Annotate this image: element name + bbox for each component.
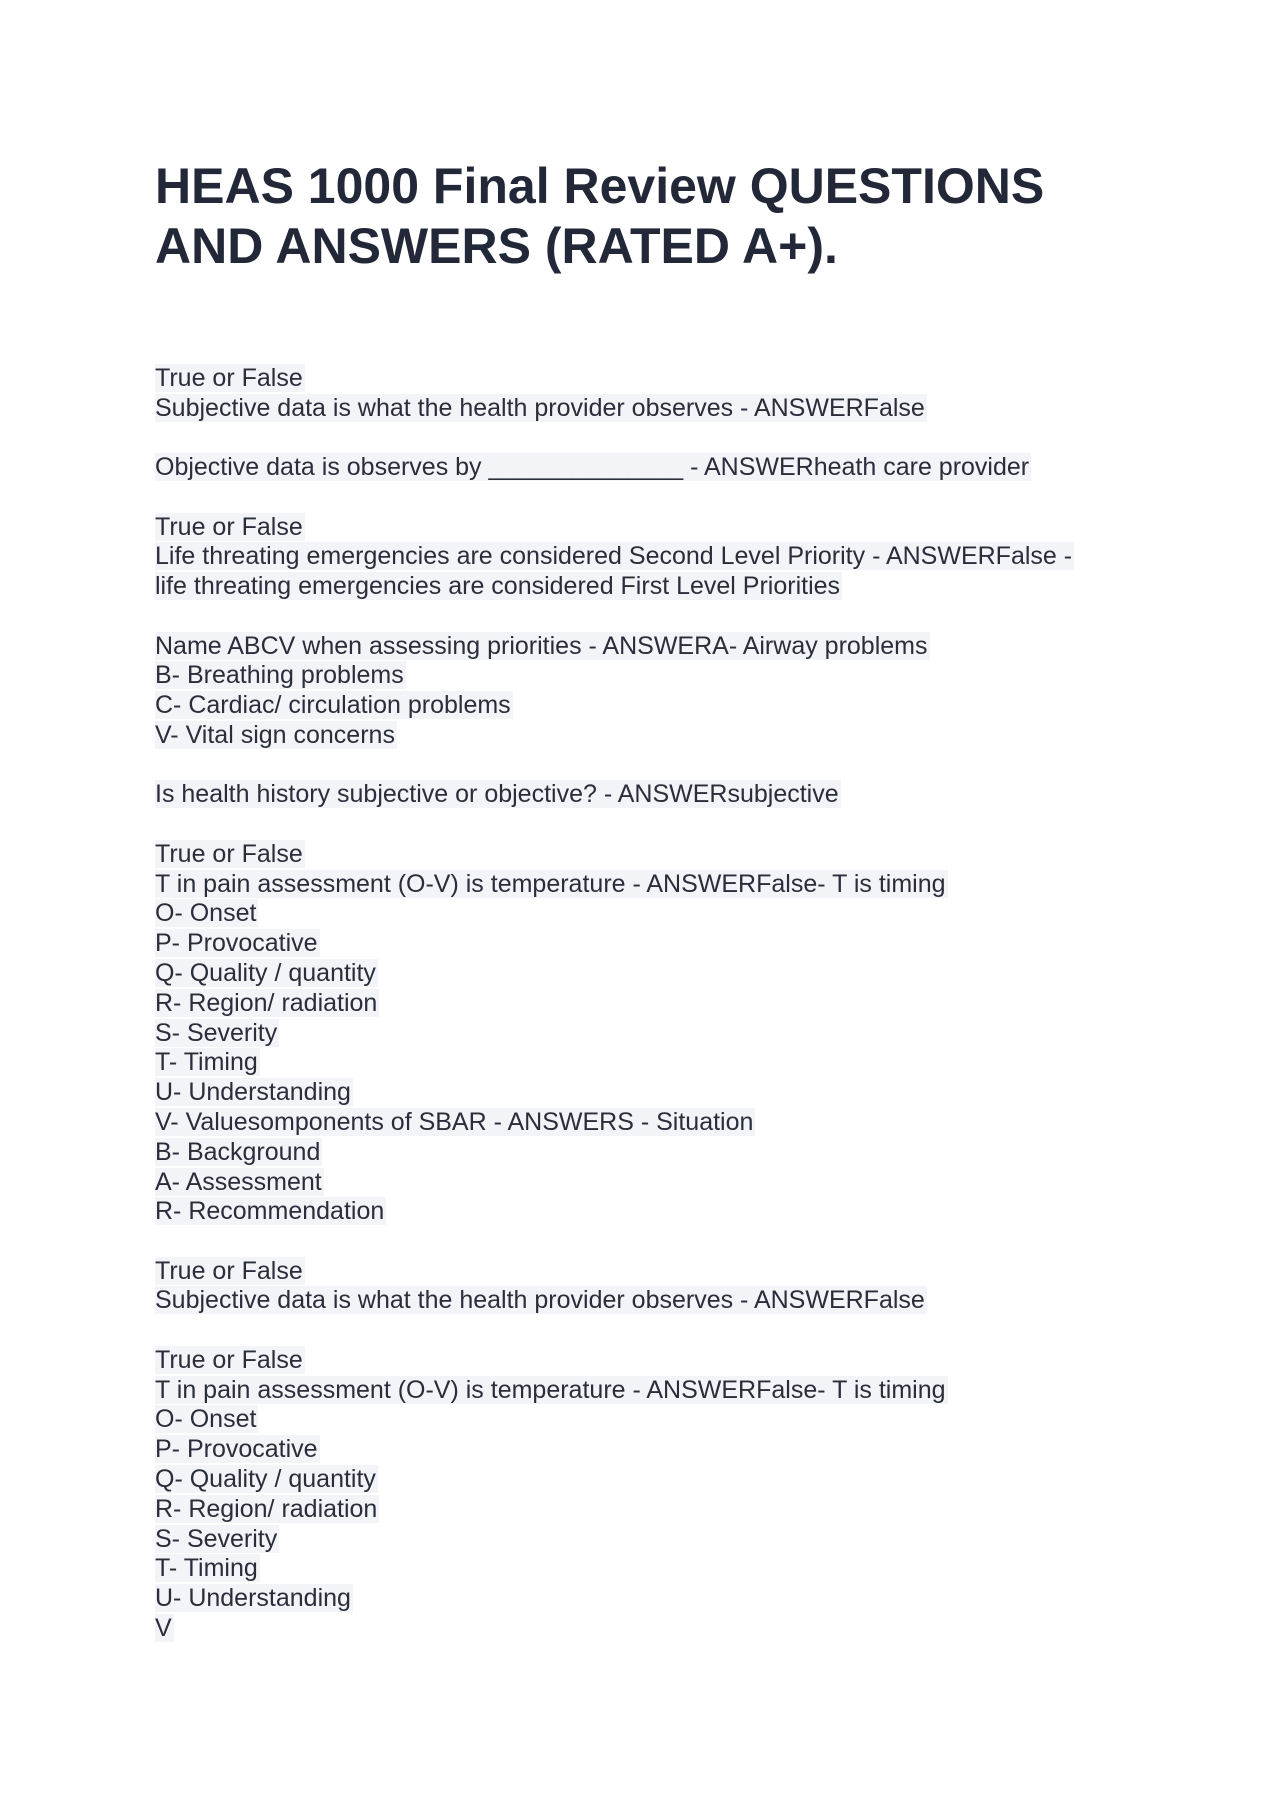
text-line-content: V- Valuesomponents of SBAR - ANSWERS - Situation <box>155 1107 754 1136</box>
text-line-content: Name ABCV when assessing priorities - ANSWERA- Airway problems <box>155 631 928 660</box>
text-line-content: U- Understanding <box>155 1078 351 1107</box>
text-line <box>155 870 1155 900</box>
text-line-content: Is health history subjective or objective? - ANSWERsubjective <box>155 780 839 809</box>
text-line-content: R- Recommendation <box>155 1197 385 1226</box>
text-line-content: B- Background <box>155 1137 321 1166</box>
text-line-content: Objective data is observes by ______________ - ANSWERheath care provider <box>155 453 1030 482</box>
text-line-content: V <box>155 1614 172 1643</box>
text-line-content: Subjective data is what the health provider observes - ANSWERFalse <box>155 393 925 422</box>
text-line <box>155 929 1155 959</box>
text-line <box>155 1138 1155 1168</box>
question-block <box>155 1346 1155 1644</box>
text-line <box>155 840 1155 870</box>
text-line-content: V- Vital sign concerns <box>155 720 395 749</box>
text-line-content: True or False <box>155 512 303 541</box>
text-line-content: True or False <box>155 1256 303 1285</box>
text-line <box>155 1286 1155 1316</box>
text-line-content: T- Timing <box>155 1554 258 1583</box>
text-line <box>155 661 1155 691</box>
question-block <box>155 840 1155 1227</box>
question-block <box>155 513 1155 602</box>
page-title <box>155 156 1155 276</box>
text-line <box>155 1108 1155 1138</box>
text-line <box>155 1019 1155 1049</box>
text-line-content: O- Onset <box>155 1405 257 1434</box>
text-line-content: C- Cardiac/ circulation problems <box>155 691 511 720</box>
text-line <box>155 1078 1155 1108</box>
question-block <box>155 1257 1155 1317</box>
text-line <box>155 542 1155 572</box>
question-block <box>155 780 1155 810</box>
text-line <box>155 394 1155 424</box>
text-line <box>155 959 1155 989</box>
text-line <box>155 899 1155 929</box>
text-line-content: Life threating emergencies are considered Second Level Priority - ANSWERFalse - <box>155 542 1073 571</box>
text-line-content: P- Provocative <box>155 929 318 958</box>
text-line-content: B- Breathing problems <box>155 661 404 690</box>
text-line-content: Q- Quality / quantity <box>155 1465 376 1494</box>
text-line <box>155 1048 1155 1078</box>
question-block <box>155 453 1155 483</box>
text-line <box>155 513 1155 543</box>
question-list <box>155 364 1155 1673</box>
text-line-content: life threating emergencies are considered First Level Priorities <box>155 572 841 601</box>
text-line-content: T in pain assessment (O-V) is temperature - ANSWERFalse- T is timing <box>155 869 946 898</box>
text-line-content: S- Severity <box>155 1018 278 1047</box>
text-line <box>155 1346 1155 1376</box>
text-line-content: True or False <box>155 839 303 868</box>
text-line-content: Q- Quality / quantity <box>155 958 376 987</box>
text-line <box>155 1405 1155 1435</box>
text-line-content: R- Region/ radiation <box>155 1494 378 1523</box>
text-line <box>155 632 1155 662</box>
text-line-content: U- Understanding <box>155 1584 351 1613</box>
text-line <box>155 364 1155 394</box>
text-line <box>155 1465 1155 1495</box>
text-line <box>155 1376 1155 1406</box>
text-line-content: True or False <box>155 1345 303 1374</box>
page-title-line-2: AND ANSWERS (RATED A+). <box>155 218 838 274</box>
text-line <box>155 572 1155 602</box>
text-line <box>155 1435 1155 1465</box>
text-line <box>155 453 1155 483</box>
text-line <box>155 1257 1155 1287</box>
text-line-content: Subjective data is what the health provider observes - ANSWERFalse <box>155 1286 925 1315</box>
page-title-line-1: HEAS 1000 Final Review QUESTIONS <box>155 158 1045 214</box>
text-line-content: S- Severity <box>155 1524 278 1553</box>
text-line-content: P- Provocative <box>155 1435 318 1464</box>
text-line <box>155 691 1155 721</box>
text-line <box>155 780 1155 810</box>
text-line <box>155 721 1155 751</box>
text-line-content: T in pain assessment (O-V) is temperature - ANSWERFalse- T is timing <box>155 1375 946 1404</box>
question-block <box>155 364 1155 424</box>
text-line <box>155 1614 1155 1644</box>
text-line <box>155 1168 1155 1198</box>
text-line-content: O- Onset <box>155 899 257 928</box>
text-line-content: A- Assessment <box>155 1167 322 1196</box>
text-line <box>155 1495 1155 1525</box>
text-line-content: True or False <box>155 364 303 392</box>
text-line-content: T- Timing <box>155 1048 258 1077</box>
text-line <box>155 1197 1155 1227</box>
text-line <box>155 1584 1155 1614</box>
text-line <box>155 989 1155 1019</box>
text-line-content: R- Region/ radiation <box>155 988 378 1017</box>
question-block <box>155 632 1155 751</box>
text-line <box>155 1554 1155 1584</box>
text-line <box>155 1525 1155 1555</box>
